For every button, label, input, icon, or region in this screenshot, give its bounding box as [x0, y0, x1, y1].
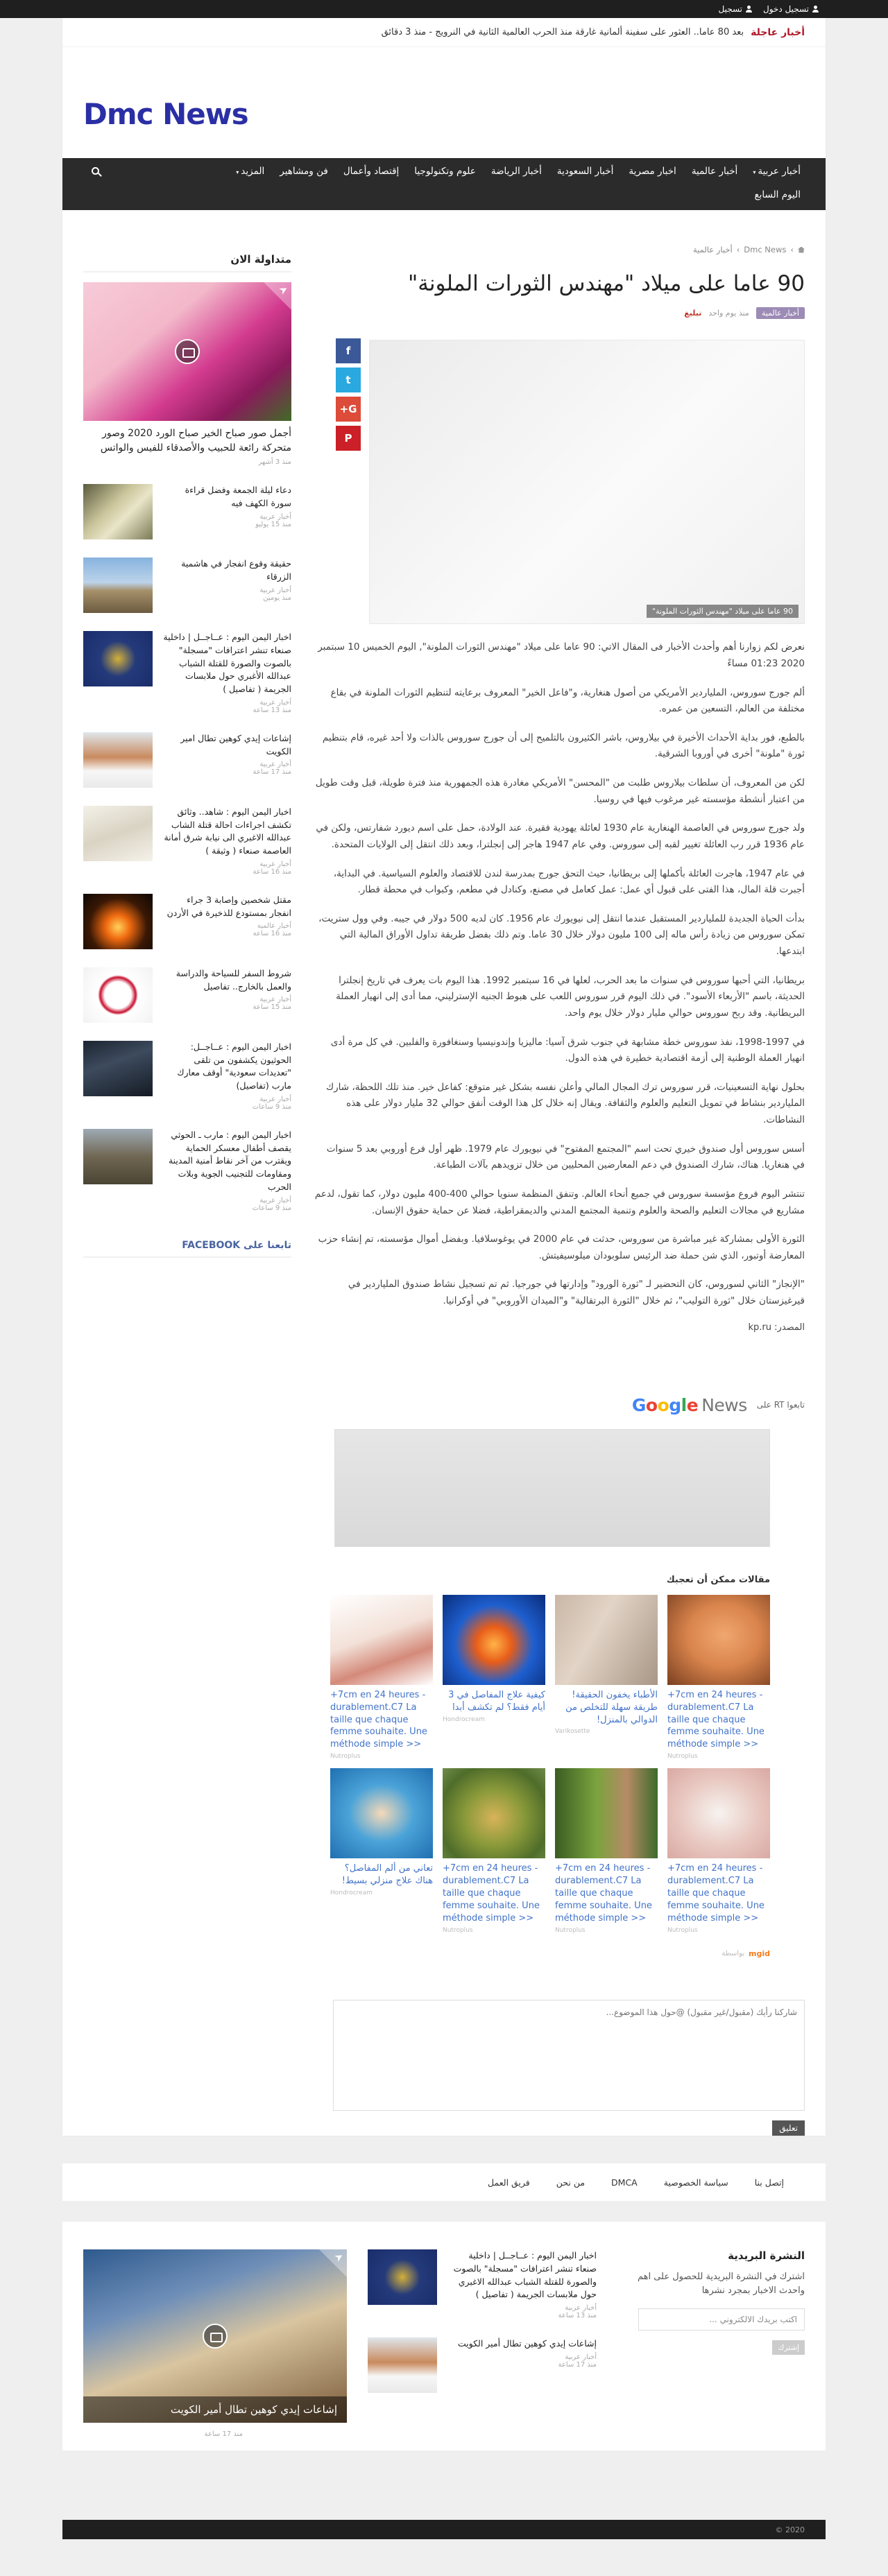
newsletter-subscribe-button[interactable]: إشترك — [772, 2340, 805, 2355]
related-source: Nutroplus — [667, 1927, 698, 1935]
nav-item-label: المزيد — [241, 165, 265, 177]
gnews-letter: G — [631, 1394, 646, 1415]
login-label: تسجيل دخول — [763, 4, 809, 14]
trending-heading: متداولة الان — [83, 253, 291, 273]
related-title[interactable]: +7cm en 24 heures - durablement.C7 La taille que chaque femme souhaite. Une méthode simple >> — [443, 1863, 540, 1924]
article-paragraph: في 1997-1998، نفذ سوروس خطة مشابهة في جنوب شرق آسيا: ماليزيا وإندونيسيا وسنغافورة والفلبين. في كل مرة أدى انهيار العملة الوطنية إلى أزمة اقتصادية خطيرة في هذه الدول. — [330, 1036, 805, 1064]
user-plus-icon — [746, 6, 752, 12]
main-nav — [62, 158, 826, 210]
gnews-letter: o — [645, 1394, 658, 1415]
trending-item-thumb[interactable] — [83, 1129, 153, 1184]
top-bar — [0, 0, 888, 18]
trending-item-thumb[interactable] — [83, 806, 153, 861]
breaking-news-link[interactable]: بعد 80 عاما.. العثور على سفينة ألمانية غارقة منذ الحرب العالمية الثانية في النرويج - منذ 3 دقائق — [381, 27, 744, 37]
article-paragraph: الثورة الأولى بمشاركة غير مباشرة من سوروس، حدثت في عام 2000 في يوغوسلافيا. وبفضل أموال مؤسسته، تم إنشاء حزب المعارضة أوتبور، الذي شن حملة ضد الرئيس سلوبودان ميلوسيفيتش. — [318, 1234, 805, 1261]
related-card[interactable] — [555, 1768, 658, 1934]
trending-item-time: منذ 16 ساعة — [253, 867, 291, 876]
related-source: Nutroplus — [443, 1927, 473, 1935]
main-container — [62, 18, 826, 2136]
nav-item-6[interactable] — [336, 166, 407, 177]
trending-item-title[interactable]: اخبار اليمن اليوم : عــاجــل | داخلية صنعاء تنشر اعترافات "مسجلة" بالصوت والصورة للقتلة الشباب عبدالله الأغبري حول ملابسات الجريمة ( تفاصيل ) — [163, 632, 291, 694]
footer-news-text — [447, 2249, 597, 2319]
related-title[interactable]: +7cm en 24 heures - durablement.C7 La taille que chaque femme souhaite. Une méthode simple >> — [330, 1689, 427, 1750]
footer-news-thumb[interactable] — [368, 2249, 437, 2305]
comment-textarea[interactable] — [333, 2000, 805, 2111]
footer-featured-time: منذ 17 ساعة — [204, 2430, 243, 2439]
footer-news-category: أخبار عربية — [565, 2353, 597, 2361]
trending-item-title[interactable]: إشاعات إيدي كوهين تطال امير الكويت — [180, 732, 291, 757]
trending-item-thumb[interactable] — [83, 1041, 153, 1096]
trending-list — [83, 484, 291, 1212]
nav-item-2[interactable] — [621, 166, 683, 177]
related-grid — [312, 1595, 805, 1934]
related-thumb[interactable] — [443, 1595, 545, 1685]
report-link[interactable]: تبليغ — [684, 309, 702, 318]
comment-submit-button[interactable]: تعليق — [772, 2120, 805, 2136]
article-paragraph: في عام 1947، هاجرت العائلة بأكملها إلى بريطانيا، حيث التحق جورج بمدرسة لندن للاقتصاد والعلوم السياسية. في البداية، أجبرت قلة المال، هذا الفتى على قبول أي عمل: عمل كعامل في مصنع، وكنادل في مطعم، وكبواب في محطة قطار. — [333, 867, 805, 896]
trending-item-time: منذ 13 ساعة — [253, 706, 291, 714]
trending-item-category: أخبار عربية — [259, 996, 291, 1004]
article-meta — [312, 307, 805, 319]
home-icon[interactable] — [798, 247, 805, 253]
register-label: تسجيل — [718, 4, 742, 14]
trending-item-text — [162, 1129, 291, 1212]
gnews-letter: g — [669, 1394, 681, 1415]
related-source: Hondrocream — [330, 1890, 373, 1897]
newsletter-text: اشترك في النشرة البريدية للحصول على اهم واحدث الاخبار بمجرد نشرها — [637, 2272, 805, 2296]
footer-link[interactable]: سياسة الخصوصية — [663, 2177, 728, 2188]
camera-icon — [175, 339, 200, 364]
corner-badge — [264, 282, 291, 310]
trending-item-thumb[interactable] — [83, 894, 153, 949]
nav-item-7[interactable] — [272, 166, 336, 177]
nav-item-label: أخبار عالمية — [691, 165, 738, 177]
trending-item-thumb[interactable] — [83, 484, 153, 539]
nav-item-label: إقتصاد وأعمال — [343, 165, 400, 177]
newsletter — [617, 2249, 805, 2423]
trending-hero-image[interactable] — [83, 282, 291, 421]
google-news-logo — [632, 1395, 747, 1415]
article-paragraph: أسس سوروس أول صندوق خيري تحت اسم "المجتمع المفتوح" في نيويورك عام 1979. ظهر أول فرع أوروبي بعد 5 سنوات في هنغاريا. هناك، شارك الصندوق في دعم المعارضين المحليين من خلال تزويدهم بآلات الطباعة. — [326, 1143, 805, 1171]
related-thumb[interactable] — [330, 1595, 433, 1685]
trending-item-time: منذ 15 ساعة — [253, 1003, 291, 1012]
gnews-suffix: News — [701, 1394, 747, 1415]
trending-item[interactable] — [83, 1041, 291, 1111]
trending-item-time: منذ 9 ساعات — [252, 1103, 291, 1111]
related-thumb[interactable] — [330, 1768, 433, 1858]
related-thumb[interactable] — [667, 1595, 770, 1685]
trending-item-text — [162, 631, 291, 714]
footer-news-title[interactable]: اخبار اليمن اليوم : عــاجــل | داخلية صنعاء تنشر اعترافات "مسجلة" بالصوت والصورة للقتلة الشباب عبدالله الاغبري حول ملابسات الجريمة ( تفاصيل ) — [453, 2250, 597, 2300]
breadcrumb: › Dmc News › أخبار عالمية — [312, 245, 805, 254]
nav-item-4[interactable] — [484, 166, 549, 177]
related-source: Varikosette — [555, 1728, 590, 1736]
copyright-text: © 2020 — [775, 2525, 805, 2534]
trending-item-time: منذ 17 ساعة — [253, 768, 291, 777]
trending-item-title[interactable]: اخبار اليمن اليوم : عــاجــل: الحوثيون يكشفون من تلقى "تعديدات سعودية" أوقف معارك مارب (تفاصيل) — [177, 1041, 291, 1091]
footer-news-item[interactable] — [368, 2249, 597, 2319]
copyright-bar — [62, 2520, 826, 2539]
related-source: Hondrocream — [443, 1715, 485, 1723]
nav-item-youm7[interactable]: اليوم السابع — [754, 189, 801, 200]
trending-item-thumb[interactable] — [83, 732, 153, 788]
googleplus-share-icon[interactable]: G+ — [336, 397, 361, 422]
related-card[interactable] — [330, 1595, 433, 1761]
trending-item-text — [162, 557, 291, 613]
footer-link[interactable]: DMCA — [611, 2177, 638, 2188]
source-label: المصدر: — [774, 1322, 805, 1333]
breadcrumb-section[interactable]: أخبار عالمية — [693, 245, 733, 254]
source-link[interactable]: kp.ru — [748, 1322, 772, 1333]
register-link[interactable] — [719, 4, 753, 14]
related-title[interactable]: +7cm en 24 heures - durablement.C7 La taille que chaque femme souhaite. Une méthode simple >> — [667, 1863, 765, 1924]
footer-featured-image[interactable] — [83, 2249, 347, 2439]
trending-item-text — [162, 484, 291, 539]
chevron-down-icon: ▾ — [753, 168, 756, 175]
article-source — [312, 1322, 805, 1333]
trending-item-title[interactable]: دعاء ليلة الجمعة وفضل قراءة سورة الكهف فيه — [185, 485, 291, 508]
pinterest-share-icon[interactable]: P — [336, 426, 361, 451]
trending-item-time: منذ يومين — [263, 594, 291, 602]
trending-item[interactable] — [83, 967, 291, 1023]
trending-item-time: منذ 15 يوليو — [255, 520, 291, 528]
user-icon — [812, 6, 819, 12]
comment-form — [312, 2000, 805, 2136]
related-thumb[interactable] — [555, 1595, 658, 1685]
trending-item-text — [162, 894, 291, 949]
related-heading: مقالات ممكن أن تعجبك — [666, 1574, 770, 1585]
article-paragraph: نعرض لكم زوارنا أهم وأحدث الأخبار فى المقال الاتي: 90 عاما على ميلاد "مهندس الثورات الملونة", اليوم الخميس 10 سبتمبر 2020 01:23 مساءً — [318, 641, 805, 669]
trending-item-category: أخبار عربية — [259, 586, 291, 594]
related-title[interactable]: +7cm en 24 heures - durablement.C7 La taille que chaque femme souhaite. Une méthode simple >> — [555, 1863, 652, 1924]
related-card[interactable] — [667, 1768, 770, 1934]
facebook-share-icon[interactable]: f — [336, 338, 361, 363]
related-title[interactable]: +7cm en 24 heures - durablement.C7 La taille que chaque femme souhaite. Une méthode simple >> — [667, 1689, 765, 1750]
gnews-letter: o — [657, 1394, 669, 1415]
related-thumb[interactable] — [555, 1768, 658, 1858]
trending-item-text — [162, 806, 291, 876]
trending-item-category: أخبار عربية — [259, 512, 291, 521]
trending-item-time: منذ 16 ساعة — [253, 930, 291, 938]
related-source: Nutroplus — [667, 1753, 698, 1761]
trending-hero-title[interactable]: أجمل صور صباح الخير صباح الورد 2020 وصور متحركة رائعة للحبيب والأصدقاء للفيس والواتس — [100, 428, 291, 453]
footer-nav — [62, 2163, 826, 2201]
article-paragraph: بريطانيا، التي أحبها سوروس في سنوات ما بعد الحرب، لعلها في 16 سبتمبر 1992. هذا اليوم بات يعرف في تاريخ إنجلترا الحديثة، باسم "الأربعاء الأسود". في ذلك اليوم قرر سوروس اللعب على هبوط الجنيه الإسترليني، مما أدى إلى انهيار العملة البريطانية. وقد ربح سوروس حوالي مليار دولار خلال يوم واحد. — [336, 974, 805, 1019]
facebook-follow-heading[interactable]: تابعنا على FACEBOOK — [83, 1240, 291, 1258]
article-paragraph: تنتشر اليوم فروع مؤسسة سوروس في جميع أنحاء العالم. وتنفق المنظمة سنويا حوالي 400-400 مليون دولار، كما تقول، لدعم مشاريع في مجالات التعليم والصحة والعلوم وتنمية المجتمع المدني والديمقراطية، فضلا عن حماية حقوق الإنسان. — [314, 1188, 805, 1216]
trending-item-title[interactable]: اخبار اليمن اليوم : مارب ـ الحوثي يقصف أطفال معسكر الحماية ويقترب من آخر نقاط أمنية المدينة ومقاومات للتجنيب الجوية وبلات الحرب — [168, 1129, 291, 1192]
article-paragraph: بالطبع، فور بداية الأحداث الأخيرة في بيلاروس، باشر الكثيرون بالتلميح إلى أن جورج سوروس بالذات ولا أحد غيره، قام بتنظيم ثورة "ملونة" أخرى في أوروبا الشرقية. — [322, 732, 805, 760]
trending-item[interactable] — [83, 631, 291, 714]
nav-item-label: أخبار عربية — [758, 165, 801, 177]
footer-news-text — [447, 2337, 597, 2393]
nav-item-label: فن ومشاهير — [280, 165, 328, 177]
trending-item-thumb[interactable] — [83, 557, 153, 613]
newsletter-email-input[interactable]: اكتب بريدك الالكتروني ... — [638, 2308, 805, 2331]
site-logo[interactable]: Dmc News — [83, 97, 248, 131]
trending-item-category: أخبار عربية — [259, 761, 291, 769]
related-source: Nutroplus — [555, 1927, 586, 1935]
twitter-share-icon[interactable]: t — [336, 368, 361, 392]
nav-item-5[interactable] — [407, 166, 484, 177]
google-news-follow[interactable] — [312, 1395, 805, 1415]
trending-item[interactable] — [83, 1129, 291, 1212]
related-card[interactable] — [555, 1595, 658, 1761]
gnews-follow-text: تابعوا RT على — [756, 1400, 805, 1410]
sidebar — [83, 245, 291, 2136]
trending-item[interactable] — [83, 806, 291, 876]
breaking-label: أخبار عاجلة — [751, 26, 805, 38]
trending-item-category: أخبار عربية — [259, 698, 291, 707]
breaking-news-bar — [62, 18, 826, 47]
chevron-down-icon: ▾ — [236, 168, 239, 175]
footer-link[interactable]: فريق العمل — [488, 2177, 530, 2188]
nav-item-label: أخبار السعودية — [556, 165, 614, 177]
article-paragraph: بدأت الحياة الجديدة للملياردير المستقبل عندما انتقل إلى نيويورك عام 1956. كان لديه 500 دولار في جيبه. وفي وول ستريت، تمكن سوروس من زيادة رأس ماله إلى 100 مليون دولار خلال 30 عاما. وتم ذلك بفضل طريقة تداول الأوراق المالية التي ابتدعها. — [318, 913, 805, 958]
footer-news-title[interactable]: إشاعات إيدي كوهين تطال أمير الكويت — [457, 2338, 597, 2349]
trending-item-title[interactable]: شروط السفر للسياحة والدراسة والعمل بالخارج.. تفاصيل — [176, 967, 291, 992]
trending-item-title[interactable]: اخبار اليمن اليوم : شاهد.. وثائق تكشف اجراءات احالة قتلة الشاب عبدالله الاغبري الى نيابة شرق أمانة العاصمة صنعاء ( وثيقة ) — [164, 806, 291, 856]
nav-item-label: اخبار مصرية — [629, 165, 676, 177]
footer-news-time: منذ 17 ساعة — [558, 2360, 597, 2369]
trending-hero-time: منذ 3 أشهر — [258, 458, 291, 466]
share-buttons — [334, 338, 361, 624]
nav-item-1[interactable] — [684, 166, 746, 177]
related-thumb[interactable] — [443, 1768, 545, 1858]
search-icon[interactable] — [92, 167, 99, 175]
article-time: منذ يوم واحد — [708, 309, 749, 318]
trending-item-text — [162, 967, 291, 1023]
trending-item-category: أخبار عربية — [259, 1095, 291, 1103]
trending-item-thumb[interactable] — [83, 631, 153, 686]
article-image — [369, 340, 805, 624]
related-card[interactable] — [667, 1595, 770, 1761]
trending-item-category: أخبار عالمية — [257, 922, 291, 931]
corner-badge — [319, 2249, 347, 2277]
article-paragraph: ولد جورج سوروس في العاصمة الهنغارية عام 1930 لعائلة يهودية فقيرة. عند الولادة، حمل على اسم ديورد شفارتس، ولكن في عام 1936 قرر رب العائلة تغيير لقبه إلى سوروس. وفي عام 1947 هاجر إلى إنجلترا، وبعد ذلك انتقل إلى الولايات المتحدة. — [316, 822, 805, 850]
related-source: Nutroplus — [330, 1753, 361, 1761]
trending-item[interactable] — [83, 557, 291, 613]
breadcrumb-site[interactable]: Dmc News — [744, 245, 787, 254]
login-link[interactable] — [763, 4, 819, 14]
nav-item-label: علوم وتكنولوجيا — [414, 165, 476, 177]
related-card[interactable] — [443, 1768, 545, 1934]
footer-news-item[interactable] — [368, 2337, 597, 2393]
camera-icon — [203, 2324, 228, 2349]
related-title[interactable]: الأطباء يخفون الحقيقة! طريقة سهلة للتخلص من الدوالي بالمنزل! — [565, 1689, 658, 1725]
trending-item-thumb[interactable] — [83, 967, 153, 1023]
trending-item[interactable] — [83, 732, 291, 788]
nav-item-0[interactable] — [745, 166, 808, 177]
related-title[interactable]: كيفية علاج المفاصل في 3 أيام فقط؟ لم تكشف أبدا — [448, 1689, 545, 1713]
footer-widgets — [62, 2222, 826, 2450]
article-paragraph: بحلول نهاية التسعينيات، قرر سوروس ترك المجال المالي وأعلن نفسه بشكل غير متوقع: كفاعل خير. منذ تلك اللحظة، شارك الملياردير بنشاط في تمويل التعليم والعلوم والثقافة. ويقال إنه خلال كل هذا الوقت أنفق حوالي 32 مليار دولار على هذه النشاطات. — [325, 1081, 805, 1126]
trending-item-time: منذ 9 ساعات — [252, 1204, 291, 1212]
footer-news-list — [368, 2249, 597, 2423]
related-card[interactable] — [330, 1768, 433, 1934]
trending-item-text — [162, 1041, 291, 1111]
mgid-credit[interactable] — [312, 1949, 805, 1958]
newsletter-title: النشرة البريدية — [728, 2249, 805, 2263]
trending-item-title[interactable]: حقيقة وقوع انفجار في هاشمية الزرقاء — [181, 558, 291, 582]
footer-news-thumb[interactable] — [368, 2337, 437, 2393]
header — [62, 47, 826, 158]
article-title: 90 عاما على ميلاد "مهندس الثورات الملونة" — [407, 271, 805, 296]
article-paragraph: ألم جورج سوروس، الملياردير الأمريكي من أصول هنغارية، و"فاعل الخير" المعروف برعايته لتنظيم الثورات الملونة في بقاع مختلفة من العالم، التسعين من عمره. — [330, 686, 805, 715]
trending-item-title[interactable]: مقتل شخصين وإصابة 3 جراء انفجار بمستودع للذخيرة في الأردن — [166, 894, 291, 918]
footer-link[interactable]: إتصل بنا — [754, 2177, 784, 2188]
article-paragraph: "الإنجاز" الثاني لسوروس، كان التحضير لـ "ثورة الورود" وإدارتها في جورجيا. ثم تم تسجيل نشاط صندوق الملياردير في قيرغيزستان خلال "ثورة التوليب"، ثم خلال "الثورة البرتقالية" و"الميدان الأوروبي" في أوكرانيا. — [348, 1279, 805, 1307]
article — [312, 245, 805, 2136]
trending-item-category: أخبار عربية — [259, 1196, 291, 1204]
trending-item[interactable] — [83, 484, 291, 539]
gnews-letter: e — [686, 1394, 699, 1415]
related-thumb[interactable] — [667, 1768, 770, 1858]
gnews-letter: l — [681, 1394, 687, 1415]
footer-link[interactable]: من نحن — [556, 2177, 586, 2188]
mgid-logo: mgid — [749, 1949, 770, 1959]
mgid-note: بواسطة — [722, 1950, 745, 1958]
footer-featured-caption: إشاعات إيدي كوهين تطال أمير الكويت — [83, 2396, 347, 2423]
ad-banner[interactable] — [334, 1429, 770, 1547]
nav-item-8[interactable] — [228, 166, 272, 177]
image-caption: 90 عاما على ميلاد "مهندس الثورات الملونة" — [647, 605, 799, 618]
article-paragraph: لكن من المعروف، أن سلطات بيلاروس طلبت من "المحسن" الأمريكي مغادرة هذه الجمهورية منذ فترة طويلة، قبل وقت طويل من اعتبار أنشطة مؤسسته غير مرغوب فيها في روسيا. — [315, 777, 805, 805]
nav-item-3[interactable] — [549, 166, 622, 177]
related-title[interactable]: تعاني من ألم المفاصل؟ هناك علاج منزلي بسيط! — [341, 1863, 433, 1887]
footer-news-category: أخبار عربية — [565, 2304, 597, 2313]
trending-item-text — [162, 732, 291, 788]
nav-item-label: أخبار الرياضة — [490, 165, 542, 177]
footer-news-time: منذ 13 ساعة — [558, 2312, 597, 2320]
related-card[interactable] — [443, 1595, 545, 1761]
trending-item[interactable] — [83, 894, 291, 949]
trending-item-category: أخبار عربية — [259, 860, 291, 868]
category-badge[interactable]: أخبار عالمية — [756, 307, 805, 319]
article-body — [312, 639, 805, 1309]
